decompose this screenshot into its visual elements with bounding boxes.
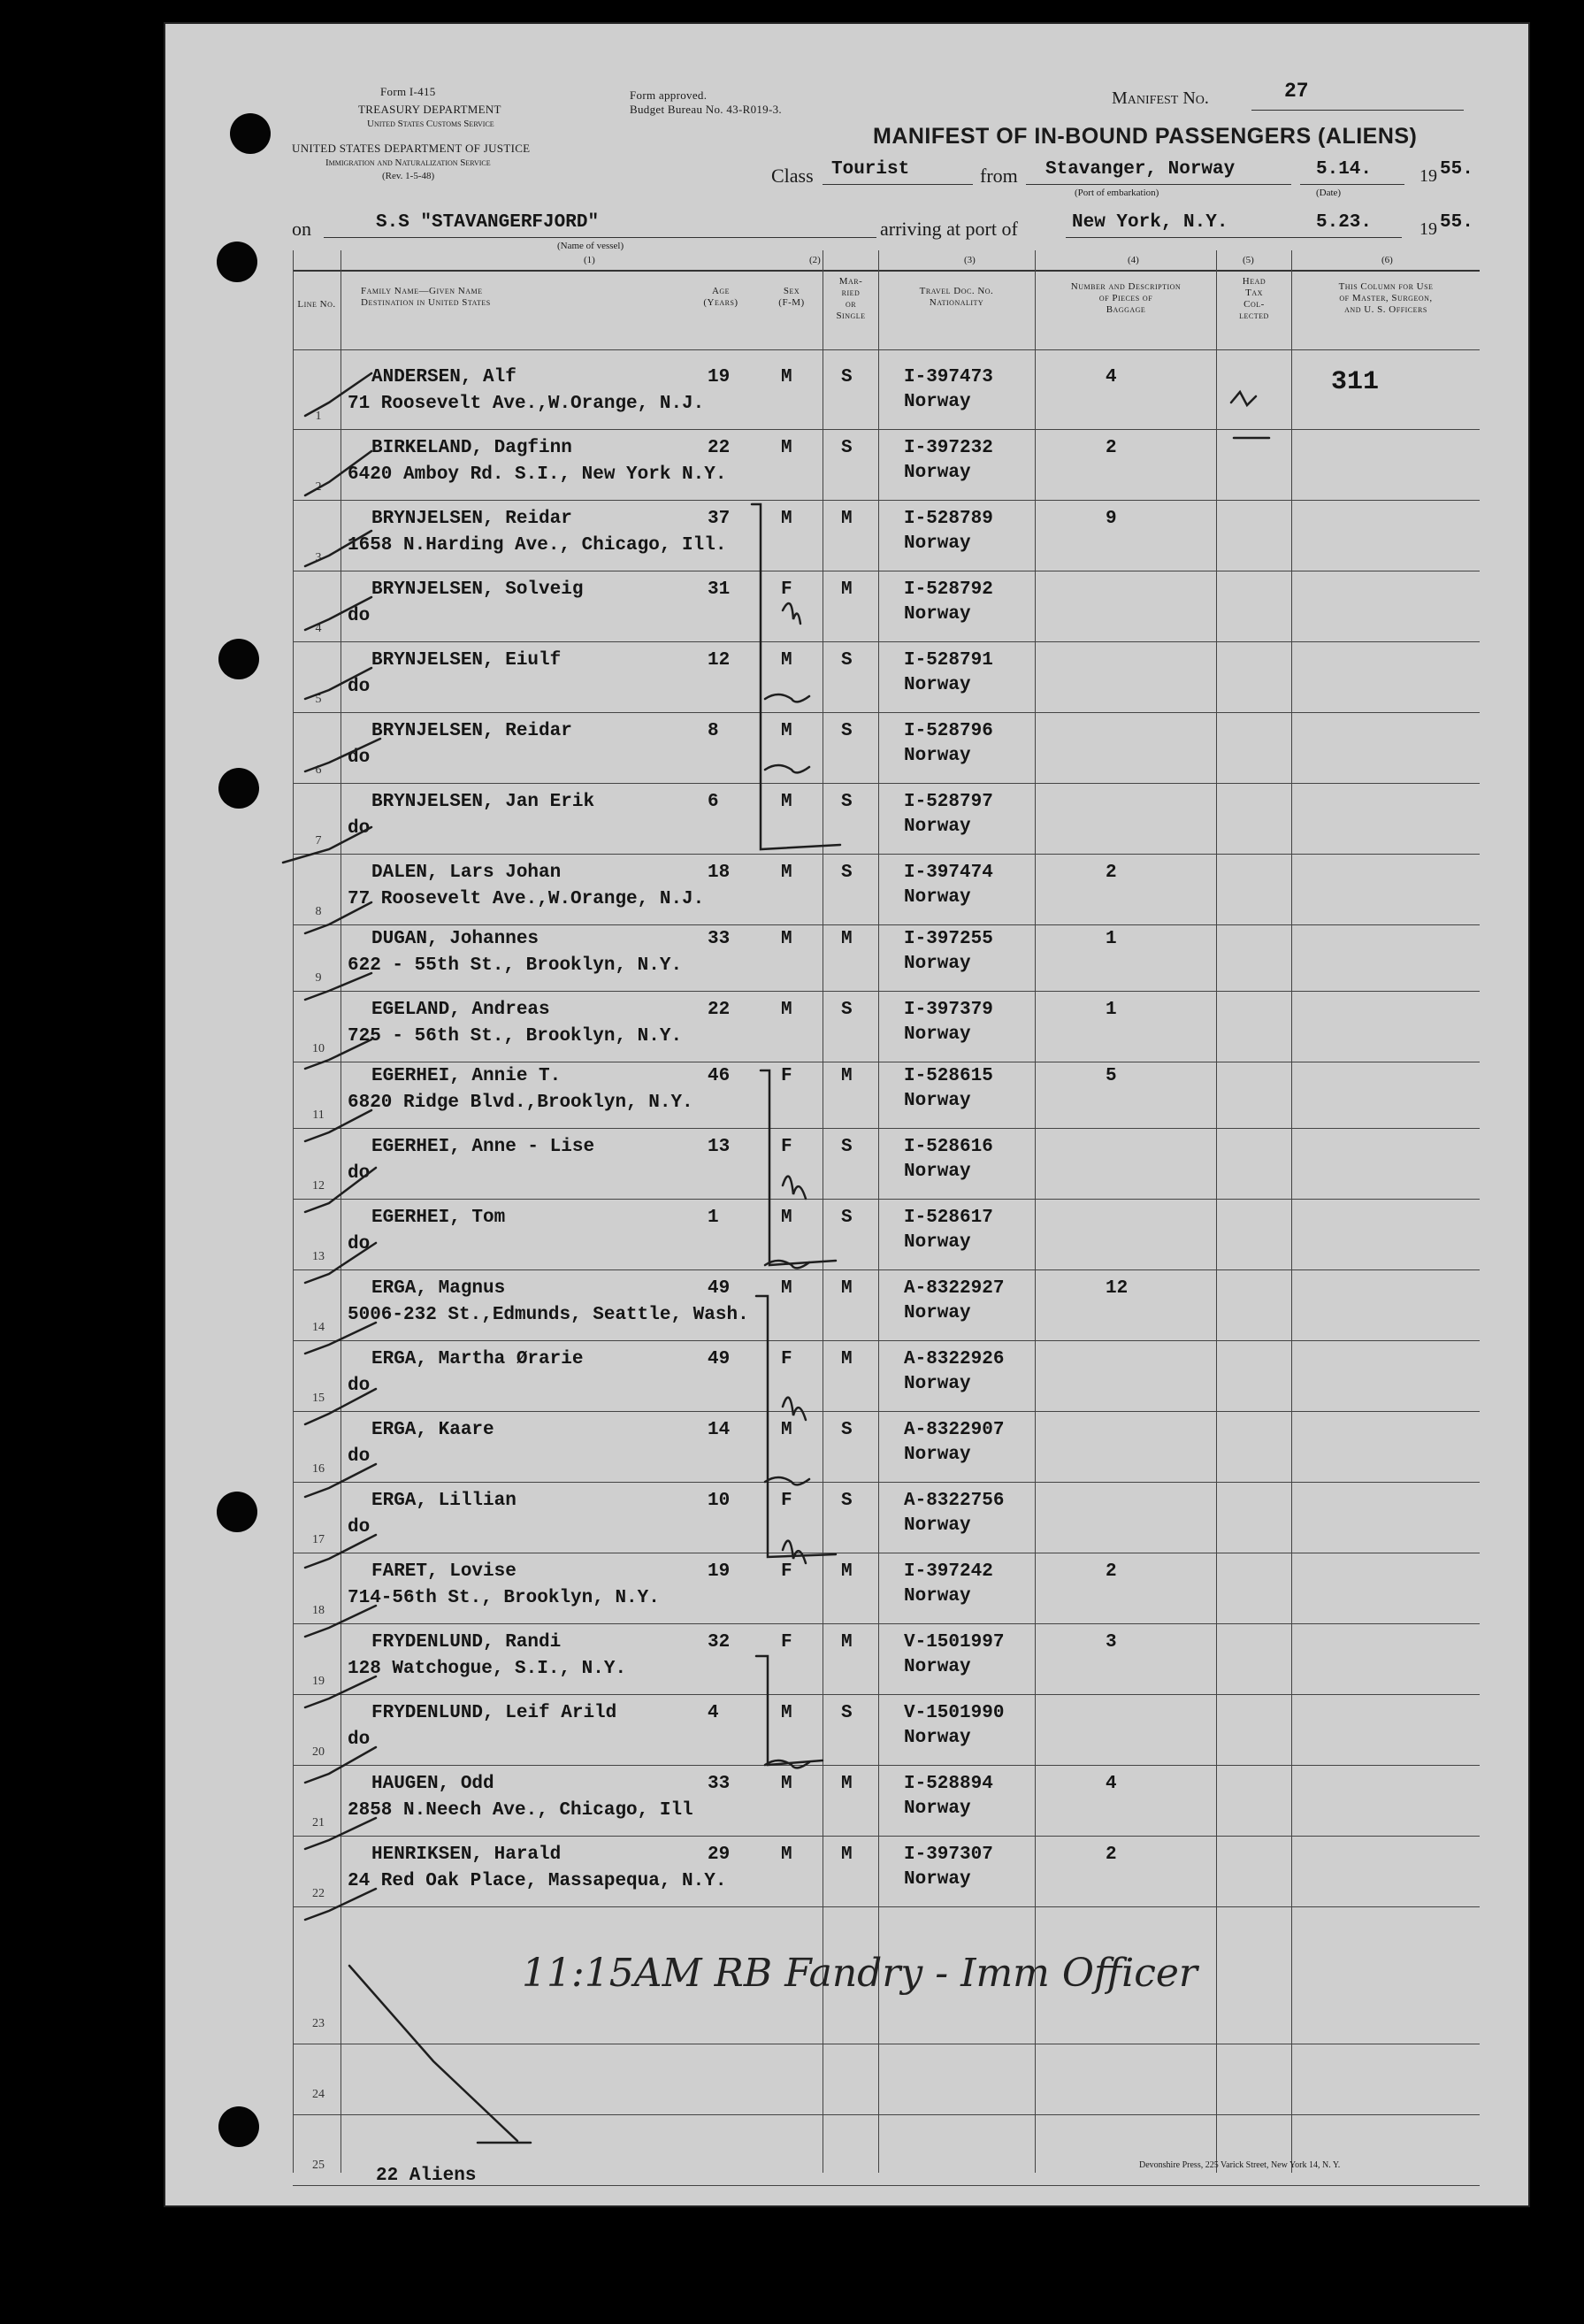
travel-doc-number: I-397473 (904, 367, 993, 387)
total-aliens: 22 Aliens (376, 2166, 477, 2186)
passenger-name: ERGA, Kaare (371, 1420, 494, 1440)
travel-doc-number: I-528797 (904, 792, 993, 812)
nationality: Norway (904, 887, 971, 908)
from-label: from (980, 165, 1018, 187)
handwritten-officer-note: 11:15AM RB Fandry - Imm Officer (522, 1951, 1198, 1996)
departure-date: 5.14. (1316, 159, 1373, 180)
passenger-name: BRYNJELSEN, Eiulf (371, 650, 562, 671)
nationality: Norway (904, 675, 971, 695)
nationality: Norway (904, 1303, 971, 1323)
baggage-count: 12 (1106, 1278, 1129, 1299)
marital-status: M (841, 1561, 853, 1582)
travel-doc-number: I-528894 (904, 1774, 993, 1794)
travel-doc-number: I-528615 (904, 1066, 993, 1086)
passenger-sex: F (781, 1491, 792, 1511)
nationality: Norway (904, 746, 971, 766)
passenger-sex: M (781, 1208, 792, 1228)
passenger-name: EGERHEI, Tom (371, 1208, 506, 1228)
marital-status: S (841, 1491, 853, 1511)
nationality: Norway (904, 463, 971, 483)
passenger-name: FARET, Lovise (371, 1561, 517, 1582)
on-label: on (292, 218, 311, 240)
passenger-name: ANDERSEN, Alf (371, 367, 517, 387)
header-sex: Sex (F-M) (778, 286, 805, 308)
passenger-destination: do (348, 1446, 371, 1467)
passenger-age: 1 (708, 1208, 719, 1228)
passenger-age: 29 (708, 1845, 731, 1865)
passenger-destination: 2858 N.Neech Ave., Chicago, Ill (348, 1800, 693, 1821)
passenger-destination: do (348, 1163, 371, 1184)
header-officers: This Column for Use of Master, Surgeon, and U. S. Officers (1338, 281, 1434, 315)
marital-status: S (841, 1703, 853, 1723)
marital-status: S (841, 721, 853, 741)
travel-doc-number: V-1501990 (904, 1703, 1005, 1723)
marital-status: S (841, 1000, 853, 1020)
marital-status: S (841, 1420, 853, 1440)
marital-status: S (841, 438, 853, 458)
travel-doc-number: I-528616 (904, 1137, 993, 1157)
passenger-name: ERGA, Lillian (371, 1491, 517, 1511)
nationality: Norway (904, 1445, 971, 1465)
revision: (Rev. 1-5-48) (382, 171, 435, 181)
form-approved: Form approved. (630, 88, 708, 102)
nationality: Norway (904, 604, 971, 625)
passenger-sex: M (781, 1703, 792, 1723)
passenger-age: 10 (708, 1491, 731, 1511)
class-value: Tourist (831, 159, 910, 180)
passenger-destination: 1658 N.Harding Ave., Chicago, Ill. (348, 535, 727, 556)
passenger-age: 14 (708, 1420, 731, 1440)
customs-service: United States Customs Service (367, 119, 494, 129)
travel-doc-number: I-397307 (904, 1845, 993, 1865)
line-number: 6 (315, 763, 322, 777)
passenger-age: 19 (708, 367, 731, 387)
line-number: 22 (312, 1887, 325, 1900)
passenger-age: 46 (708, 1066, 731, 1086)
passenger-destination: do (348, 1234, 371, 1254)
passenger-name: BRYNJELSEN, Solveig (371, 579, 584, 600)
passenger-name: FRYDENLUND, Leif Arild (371, 1703, 617, 1723)
travel-doc-number: I-528791 (904, 650, 993, 671)
marital-status: S (841, 650, 853, 671)
line-number: 10 (312, 1042, 325, 1055)
nationality: Norway (904, 817, 971, 837)
travel-doc-number: I-397255 (904, 929, 993, 949)
marital-status: S (841, 863, 853, 883)
passenger-name: EGERHEI, Anne - Lise (371, 1137, 595, 1157)
header-baggage: Number and Description of Pieces of Baggage (1070, 281, 1182, 315)
treasury-department: TREASURY DEPARTMENT (358, 103, 501, 116)
passenger-name: EGERHEI, Annie T. (371, 1066, 562, 1086)
travel-doc-number: V-1501997 (904, 1632, 1005, 1653)
passenger-sex: M (781, 721, 792, 741)
year-prefix: 19 (1419, 166, 1437, 186)
port-embark-caption: (Port of embarkation) (1075, 188, 1159, 198)
passenger-sex: M (781, 367, 792, 387)
line-number: 17 (312, 1533, 325, 1546)
passenger-age: 6 (708, 792, 719, 812)
line-number: 13 (312, 1250, 325, 1263)
passenger-sex: M (781, 1420, 792, 1440)
line-number: 9 (315, 971, 322, 985)
baggage-count: 5 (1106, 1066, 1117, 1086)
manifest-number: 27 (1284, 80, 1309, 103)
passenger-sex: M (781, 1278, 792, 1299)
column-2-number: (2) (809, 255, 821, 265)
header-line-no: Line No. (297, 299, 336, 310)
passenger-name: BIRKELAND, Dagfinn (371, 438, 572, 458)
nationality: Norway (904, 1869, 971, 1890)
nationality: Norway (904, 1586, 971, 1607)
passenger-name: HENRIKSEN, Harald (371, 1845, 562, 1865)
passenger-destination: do (348, 677, 371, 697)
line-number: 5 (315, 693, 322, 706)
arrival-year: 55. (1440, 212, 1473, 233)
line-number: 14 (312, 1321, 325, 1334)
passenger-destination: 24 Red Oak Place, Massapequa, N.Y. (348, 1871, 727, 1891)
arrival-port: New York, N.Y. (1072, 212, 1228, 233)
baggage-count: 2 (1106, 863, 1117, 883)
baggage-count: 2 (1106, 1845, 1117, 1865)
line-number: 4 (315, 622, 322, 635)
arrival-date: 5.23. (1316, 212, 1373, 233)
passenger-age: 8 (708, 721, 719, 741)
travel-doc-number: A-8322927 (904, 1278, 1005, 1299)
nationality: Norway (904, 1374, 971, 1394)
passenger-name: DALEN, Lars Johan (371, 863, 562, 883)
marital-status: M (841, 1845, 853, 1865)
baggage-count: 1 (1106, 929, 1117, 949)
passenger-age: 18 (708, 863, 731, 883)
header-head-tax: Head Tax Col- lected (1239, 276, 1269, 321)
passenger-sex: M (781, 438, 792, 458)
passenger-age: 19 (708, 1561, 731, 1582)
passenger-destination: 725 - 56th St., Brooklyn, N.Y. (348, 1026, 683, 1047)
passenger-name: DUGAN, Johannes (371, 929, 539, 949)
passenger-age: 13 (708, 1137, 731, 1157)
marital-status: S (841, 1208, 853, 1228)
travel-doc-number: I-528792 (904, 579, 993, 600)
column-5-number: (5) (1243, 255, 1254, 265)
marital-status: S (841, 792, 853, 812)
passenger-destination: 71 Roosevelt Ave.,W.Orange, N.J. (348, 394, 705, 414)
baggage-count: 3 (1106, 1632, 1117, 1653)
passenger-age: 12 (708, 650, 731, 671)
line-number: 16 (312, 1462, 325, 1476)
line-number: 19 (312, 1675, 325, 1688)
passenger-destination: 128 Watchogue, S.I., N.Y. (348, 1659, 627, 1679)
passenger-destination: 5006-232 St.,Edmunds, Seattle, Wash. (348, 1305, 749, 1325)
baggage-count: 4 (1106, 1774, 1117, 1794)
passenger-destination: do (348, 748, 371, 768)
column-1-number: (1) (584, 255, 595, 265)
baggage-count: 9 (1106, 509, 1117, 529)
header-travel-doc: Travel Doc. No. Nationality (919, 286, 994, 308)
passenger-age: 31 (708, 579, 731, 600)
header-age: Age (Years) (703, 286, 738, 308)
nationality: Norway (904, 392, 971, 412)
travel-doc-number: I-528796 (904, 721, 993, 741)
travel-doc-number: I-397232 (904, 438, 993, 458)
passenger-destination: do (348, 818, 371, 839)
passenger-sex: F (781, 1137, 792, 1157)
nationality: Norway (904, 1162, 971, 1182)
passenger-age: 49 (708, 1349, 731, 1369)
passenger-sex: M (781, 1774, 792, 1794)
passenger-age: 22 (708, 438, 731, 458)
marital-status: M (841, 1066, 853, 1086)
manifest-label: Manifest No. (1112, 88, 1209, 108)
passenger-destination: 77 Roosevelt Ave.,W.Orange, N.J. (348, 889, 705, 909)
passenger-destination: do (348, 1376, 371, 1396)
nationality: Norway (904, 1091, 971, 1111)
vessel-caption: (Name of vessel) (557, 241, 624, 251)
line-number: 2 (315, 480, 322, 494)
form-number: Form I-415 (380, 85, 436, 98)
line-number: 23 (312, 2017, 325, 2030)
passenger-name: BRYNJELSEN, Reidar (371, 509, 572, 529)
passenger-destination: 622 - 55th St., Brooklyn, N.Y. (348, 955, 683, 976)
justice-department: UNITED STATES DEPARTMENT OF JUSTICE (292, 142, 531, 155)
passenger-sex: F (781, 1066, 792, 1086)
header-name: Family Name—Given Name Destination in United States (361, 286, 491, 308)
marital-status: M (841, 1774, 853, 1794)
manifest-title: MANIFEST OF IN-BOUND PASSENGERS (ALIENS) (873, 124, 1418, 149)
passenger-age: 4 (708, 1703, 719, 1723)
year-prefix: 19 (1419, 219, 1437, 239)
nationality: Norway (904, 954, 971, 974)
passenger-age: 33 (708, 929, 731, 949)
port-of-embarkation: Stavanger, Norway (1045, 159, 1236, 180)
line-number: 25 (312, 2159, 325, 2172)
baggage-count: 2 (1106, 438, 1117, 458)
marital-status: S (841, 367, 853, 387)
marital-status: M (841, 509, 853, 529)
nationality: Norway (904, 1657, 971, 1677)
line-number: 7 (315, 834, 322, 848)
passenger-destination: do (348, 1517, 371, 1538)
passenger-sex: M (781, 509, 792, 529)
passenger-name: HAUGEN, Odd (371, 1774, 494, 1794)
date-caption: (Date) (1316, 188, 1342, 198)
printer-imprint: Devonshire Press, 225 Varick Street, New York 14, N. Y. (1139, 2160, 1341, 2170)
passenger-name: ERGA, Magnus (371, 1278, 506, 1299)
line-number: 21 (312, 1816, 325, 1829)
marital-status: M (841, 579, 853, 600)
nationality: Norway (904, 533, 971, 554)
line-number: 12 (312, 1179, 325, 1193)
line-number: 15 (312, 1392, 325, 1405)
passenger-sex: F (781, 1561, 792, 1582)
travel-doc-number: A-8322756 (904, 1491, 1005, 1511)
travel-doc-number: A-8322907 (904, 1420, 1005, 1440)
column-4-number: (4) (1128, 255, 1139, 265)
passenger-name: EGELAND, Andreas (371, 1000, 550, 1020)
line-number: 24 (312, 2088, 325, 2101)
nationality: Norway (904, 1024, 971, 1045)
passenger-sex: M (781, 1845, 792, 1865)
departure-year: 55. (1440, 159, 1473, 180)
travel-doc-number: I-528617 (904, 1208, 993, 1228)
passenger-name: FRYDENLUND, Randi (371, 1632, 562, 1653)
passenger-destination: do (348, 1730, 371, 1750)
passenger-sex: M (781, 792, 792, 812)
travel-doc-number: A-8322926 (904, 1349, 1005, 1369)
line-number: 11 (312, 1108, 325, 1122)
passenger-destination: 6420 Amboy Rd. S.I., New York N.Y. (348, 464, 727, 485)
passenger-age: 37 (708, 509, 731, 529)
passenger-age: 33 (708, 1774, 731, 1794)
passenger-age: 22 (708, 1000, 731, 1020)
passenger-destination: 714-56th St., Brooklyn, N.Y. (348, 1588, 660, 1608)
column-6-number: (6) (1381, 255, 1393, 265)
passenger-age: 49 (708, 1278, 731, 1299)
immigration-service: Immigration and Naturalization Service (325, 157, 491, 168)
budget-bureau: Budget Bureau No. 43-R019-3. (630, 103, 782, 116)
vessel-name: S.S "STAVANGERFJORD" (376, 212, 600, 233)
travel-doc-number: I-397242 (904, 1561, 993, 1582)
nationality: Norway (904, 1728, 971, 1748)
marital-status: M (841, 1632, 853, 1653)
passenger-sex: M (781, 650, 792, 671)
line-number: 18 (312, 1604, 325, 1617)
marital-status: M (841, 1278, 853, 1299)
officer-note: 311 (1331, 367, 1380, 397)
header-married: Mar- ried or Single (836, 276, 866, 321)
passenger-name: BRYNJELSEN, Jan Erik (371, 792, 595, 812)
passenger-sex: M (781, 863, 792, 883)
column-3-number: (3) (964, 255, 976, 265)
line-number: 20 (312, 1745, 325, 1759)
passenger-sex: M (781, 929, 792, 949)
passenger-name: ERGA, Martha Ørarie (371, 1349, 584, 1369)
baggage-count: 4 (1106, 367, 1117, 387)
passenger-age: 32 (708, 1632, 731, 1653)
passenger-destination: 6820 Ridge Blvd.,Brooklyn, N.Y. (348, 1093, 693, 1113)
passenger-sex: M (781, 1000, 792, 1020)
baggage-count: 1 (1106, 1000, 1117, 1020)
line-number: 3 (315, 551, 322, 564)
marital-status: M (841, 929, 853, 949)
arriving-label: arriving at port of (880, 218, 1018, 240)
class-label: Class (771, 165, 814, 187)
nationality: Norway (904, 1799, 971, 1819)
passenger-destination: do (348, 606, 371, 626)
passenger-sex: F (781, 1632, 792, 1653)
line-number: 8 (315, 905, 322, 918)
line-number: 1 (315, 410, 322, 423)
nationality: Norway (904, 1515, 971, 1536)
nationality: Norway (904, 1232, 971, 1253)
travel-doc-number: I-397379 (904, 1000, 993, 1020)
baggage-count: 2 (1106, 1561, 1117, 1582)
passenger-name: BRYNJELSEN, Reidar (371, 721, 572, 741)
travel-doc-number: I-397474 (904, 863, 993, 883)
passenger-sex: F (781, 579, 792, 600)
marital-status: S (841, 1137, 853, 1157)
passenger-sex: F (781, 1349, 792, 1369)
travel-doc-number: I-528789 (904, 509, 993, 529)
marital-status: M (841, 1349, 853, 1369)
